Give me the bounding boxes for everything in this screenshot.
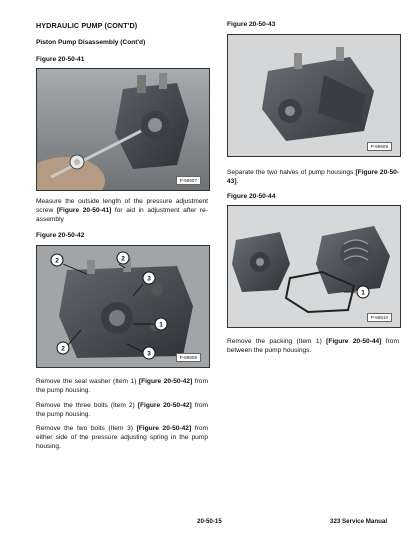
pump-assembled-image	[228, 35, 400, 156]
callout-3-top: 3	[147, 275, 151, 283]
page-number: 20-50-15	[197, 518, 222, 525]
callout-2-top: 2	[121, 255, 125, 263]
pump-housing-image	[37, 246, 209, 367]
pump-with-caliper-image	[37, 69, 209, 190]
page-title: HYDRAULIC PUMP (CONT'D)	[36, 21, 138, 30]
p4-text-a: Remove the two bolts (Item 3)	[36, 425, 137, 432]
p1-text-a: Measure the outside length of the pressure adjustment screw	[36, 198, 208, 215]
callout-2-bottom: 2	[61, 345, 65, 353]
paragraph-packing	[227, 337, 399, 355]
figure-43-label: Figure 20-50-43	[227, 21, 276, 28]
paragraph-two-bolts	[36, 424, 208, 452]
p3-text-a: Remove the three bolts (Item 2)	[36, 402, 138, 409]
figure-41-code: P-59607	[176, 176, 201, 185]
p4-text-b: from either side of the pressure adjusting spring in the pump housing.	[36, 425, 208, 451]
callout-1: 1	[159, 321, 163, 329]
pump-halves-separated-image	[228, 206, 400, 327]
callout-1-packing: 1	[361, 289, 365, 297]
figure-41-photo	[36, 68, 210, 191]
p4-figure-ref: [Figure 20-50-42]	[136, 425, 192, 432]
paragraph-three-bolts	[36, 401, 208, 419]
p2-text-a: Remove the seal washer (Item 1)	[36, 378, 139, 385]
manual-title: 323 Service Manual	[330, 518, 388, 525]
p5-figure-ref: [Figure 20-50-43]	[227, 169, 399, 186]
p3-figure-ref: [Figure 20-50-42]	[137, 402, 192, 409]
p6-figure-ref: [Figure 20-50-44]	[326, 338, 382, 345]
paragraph-measure	[36, 197, 208, 225]
figure-44-code: P-59610	[367, 313, 392, 322]
figure-44-label: Figure 20-50-44	[227, 193, 276, 200]
p2-text-b: from the pump housing.	[36, 378, 208, 395]
figure-44-photo	[227, 205, 401, 328]
p5-text-a: Separate the two halves of pump housings	[227, 169, 356, 176]
p2-figure-ref: [Figure 20-50-42]	[138, 378, 193, 385]
p3-text-b: from the pump housing.	[36, 402, 208, 419]
p1-figure-ref: [Figure 20-50-41]	[56, 207, 112, 215]
figure-43-code: P-59609	[367, 142, 392, 151]
figure-42-label: Figure 20-50-42	[36, 232, 85, 239]
paragraph-seal-washer	[36, 377, 208, 395]
paragraph-separate	[227, 168, 399, 186]
figure-41-label: Figure 20-50-41	[36, 56, 85, 63]
figure-42-photo	[36, 245, 210, 368]
section-subtitle: Piston Pump Disassembly (Cont'd)	[36, 39, 146, 46]
figure-42-code: P-59608	[176, 353, 201, 362]
p5-text-b: .	[236, 178, 239, 186]
figure-43-photo	[227, 34, 401, 157]
p1-text-b: for aid in adjustment after re-assembly	[36, 207, 208, 224]
p6-text-a: Remove the packing (Item 1)	[227, 338, 327, 345]
p6-text-b: from between the pump housings.	[227, 338, 399, 355]
callout-2-top-left: 2	[55, 257, 59, 265]
callout-3-bottom: 3	[147, 350, 151, 358]
